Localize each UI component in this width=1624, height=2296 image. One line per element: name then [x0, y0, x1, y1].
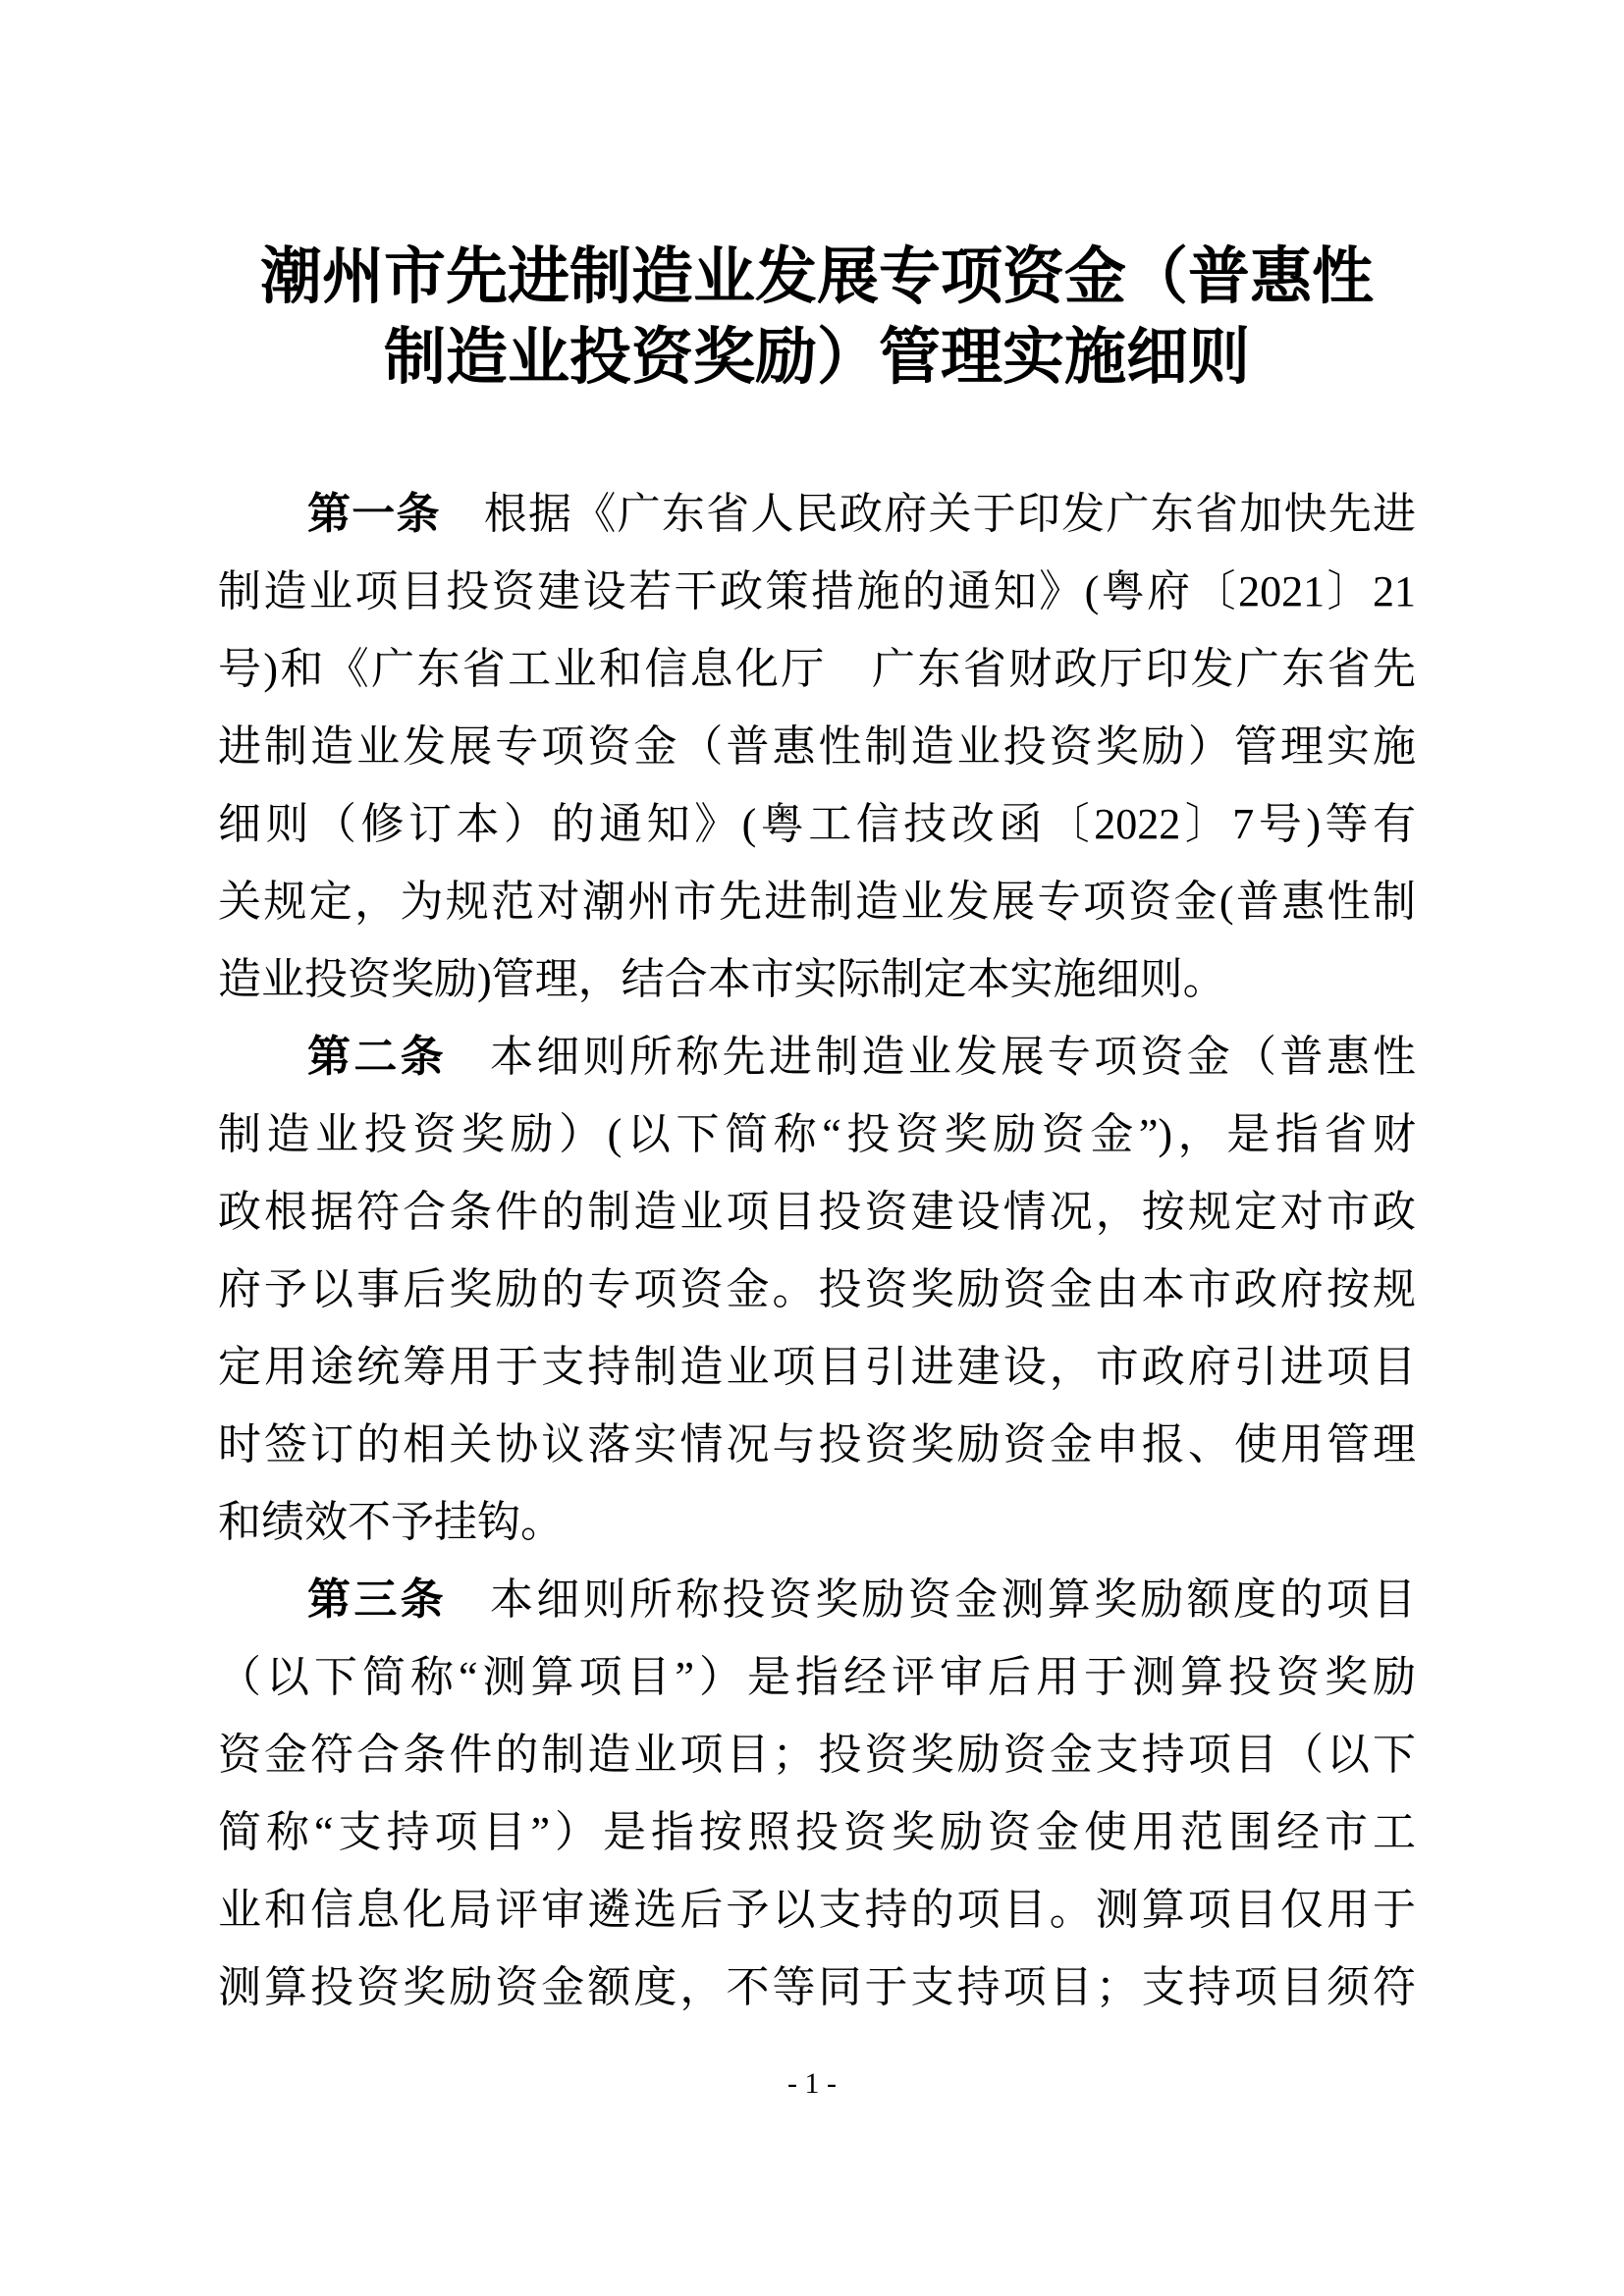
document-title-line-2: 制造业投资奖励）管理实施细则 [384, 323, 1250, 392]
text-line: 制造业投资奖励）(以下简称“投资奖励资金”)，是指省财 [218, 1110, 1416, 1158]
text-line: 府予以事后奖励的专项资金。投资奖励资金由本市政府按规 [218, 1265, 1416, 1313]
text-line [218, 475, 1416, 553]
text-line: 时签订的相关协议落实情况与投资奖励资金申报、使用管理 [218, 1420, 1416, 1468]
document-title [218, 237, 1416, 398]
text-line: 定用途统筹用于支持制造业项目引进建设，市政府引进项目 [218, 1343, 1416, 1391]
page-number: - 1 - [787, 2067, 837, 2100]
text-segment: 根据《广东省人民政府关于印发广东省加快先进 [483, 490, 1417, 538]
text-line: 关规定，为规范对潮州市先进制造业发展专项资金(普惠性制 [218, 878, 1416, 926]
article-2-number: 第二条 [307, 1033, 447, 1081]
text-line: 简称“支持项目”）是指按照投资奖励资金使用范围经市工 [218, 1808, 1416, 1856]
text-line [218, 1018, 1416, 1095]
text-line: 业和信息化局评审遴选后予以支持的项目。测算项目仅用于 [218, 1886, 1416, 1934]
text-line: 造业投资奖励)管理，结合本市实际制定本实施细则。 [218, 955, 1226, 1003]
text-line: 和绩效不予挂钩。 [218, 1498, 564, 1546]
text-line: 进制造业发展专项资金（普惠性制造业投资奖励）管理实施 [218, 722, 1416, 771]
text-segment: 本细则所称投资奖励资金测算奖励额度的项目 [489, 1575, 1417, 1624]
article-3-number: 第三条 [307, 1575, 447, 1624]
text-line: 资金符合条件的制造业项目；投资奖励资金支持项目（以下 [218, 1731, 1416, 1779]
text-line: 细则（修订本）的通知》(粤工信技改函〔2022〕7号)等有 [218, 800, 1416, 848]
text-line [218, 1561, 1416, 1638]
text-line: 测算投资奖励资金额度，不等同于支持项目；支持项目须符 [218, 1963, 1416, 2011]
text-segment: 本细则所称先进制造业发展专项资金（普惠性 [489, 1033, 1417, 1081]
text-line: （以下简称“测算项目”）是指经评审后用于测算投资奖励 [218, 1653, 1416, 1701]
article-1-number: 第一条 [307, 490, 441, 538]
text-line: 政根据符合条件的制造业项目投资建设情况，按规定对市政 [218, 1188, 1416, 1236]
text-line: 号)和《广东省工业和信息化厅 广东省财政厅印发广东省先 [218, 645, 1416, 693]
document-body [218, 475, 1416, 2026]
document-title-line-1: 潮州市先进制造业发展专项资金（普惠性 [260, 242, 1374, 311]
text-line: 制造业项目投资建设若干政策措施的通知》(粤府〔2021〕21 [218, 567, 1416, 615]
